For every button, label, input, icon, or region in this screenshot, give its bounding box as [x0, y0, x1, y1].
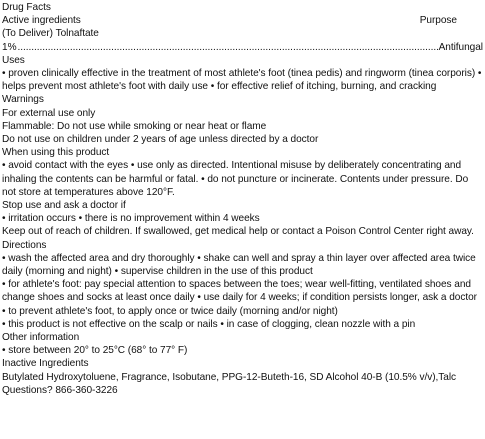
- stop-use-heading: Stop use and ask a doctor if: [2, 200, 126, 212]
- warnings-heading: Warnings: [2, 94, 44, 106]
- external-use-text: For external use only: [2, 107, 96, 119]
- purpose-heading: Purpose: [419, 15, 457, 27]
- keep-out-text: Keep out of reach of children. If swallowed, get medical help or contact a Poison Control Center right away.: [2, 226, 474, 238]
- ingredients-header-row: [2, 14, 483, 27]
- other-information-heading: Other information: [2, 332, 80, 344]
- children-warning-text: Do not use on children under 2 years of age unless directed by a doctor: [2, 134, 319, 146]
- stop-use-text: • irritation occurs • there is no improvement within 4 weeks: [2, 213, 260, 225]
- directions-heading: Directions: [2, 239, 47, 251]
- drug-facts-label: [2, 1, 483, 397]
- directions-text-3: • this product is not effective on the scalp or nails • in case of clogging, clean nozzle with a pin: [2, 318, 416, 330]
- directions-text-2: • for athlete's foot: pay special attention to spaces between the toes; wear well-fitting, ventilated shoes and change shoes and socks at least once daily • use daily for 4 weeks; if condition persists longer, ask a doctor • to prevent athlete's foot, to apply once or twice daily (morning and/or night): [2, 279, 477, 317]
- when-using-text: • avoid contact with the eyes • use only as directed. Intentional misuse by deliberately concentrating and inhaling the contents can be harmful or fatal. • do not puncture or incinerate. Contents under pressure. Do not store at temperatures above 120°F.: [2, 160, 469, 198]
- directions-text-1: • wash the affected area and dry thoroughly • shake can well and spray a thin layer over affected area twice daily (morning and night) • supervise children in the use of this product: [2, 252, 476, 278]
- inactive-ingredients-text: Butylated Hydroxytoluene, Fragrance, Isobutane, PPG-12-Buteth-16, SD Alcohol 40-B (10.5% v/v),Talc: [2, 371, 457, 383]
- active-ingredients-heading: Active ingredients: [2, 15, 81, 27]
- ingredient-purpose: Antifungal: [438, 41, 483, 53]
- questions-text: Questions? 866-360-3226: [2, 384, 118, 396]
- inactive-ingredients-heading: Inactive Ingredients: [2, 358, 89, 370]
- other-information-text: • store between 20° to 25°C (68° to 77° F): [2, 345, 188, 357]
- when-using-heading: When using this product: [2, 147, 110, 159]
- ingredient-amount: 1%: [2, 41, 17, 53]
- dot-leader: [18, 41, 438, 54]
- uses-text: • proven clinically effective in the treatment of most athlete's foot (tinea pedis) and ringworm (tinea corporis) • helps prevent most athlete's foot with daily use • for effective relief of itching, burning, and cracking: [2, 68, 482, 93]
- flammable-text: Flammable: Do not use while smoking or near heat or flame: [2, 120, 267, 132]
- ingredient-row: [2, 41, 483, 54]
- uses-heading: Uses: [2, 54, 25, 66]
- title: Drug Facts: [2, 2, 51, 13]
- to-deliver-line: (To Deliver) Tolnaftate: [2, 28, 99, 40]
